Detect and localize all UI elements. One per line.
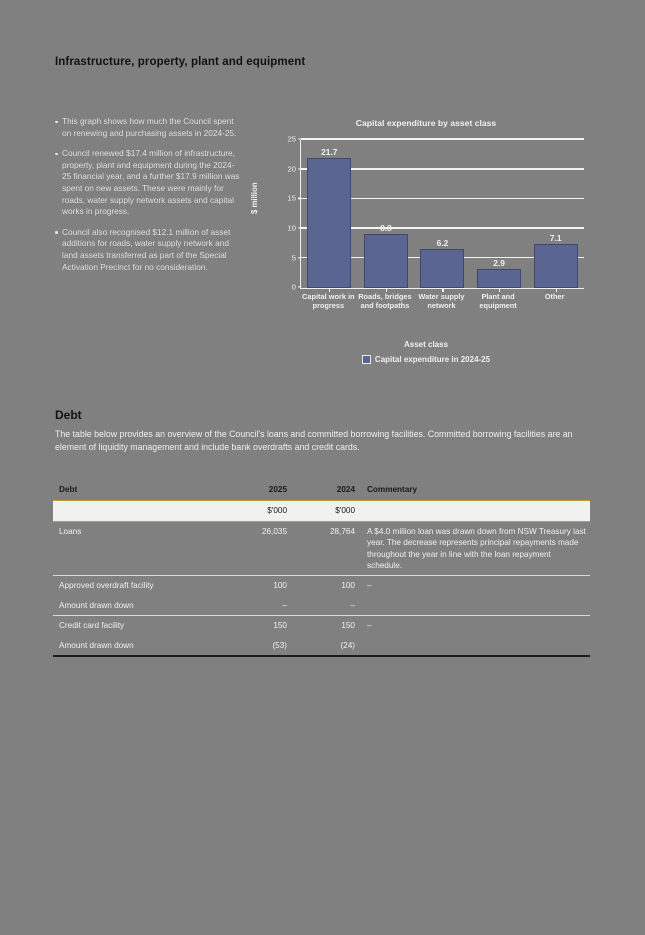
cell-label: Loans <box>59 526 82 536</box>
x-tick-mark <box>329 288 330 292</box>
x-tick-label: Capital work in progress <box>302 292 355 311</box>
y-tick-label: 15 <box>287 193 296 203</box>
x-tick-label: Other <box>544 292 565 301</box>
table-row <box>53 521 590 576</box>
x-tick-label: Plant and equipment <box>479 292 517 311</box>
chart-y-axis-label: $ million <box>250 182 259 214</box>
cell-2024: 150 <box>299 616 367 636</box>
debt-table <box>53 482 590 657</box>
cell-2025: 150 <box>231 616 299 636</box>
bar-water-supply-network[interactable] <box>420 238 464 288</box>
cell-units-commentary <box>367 501 590 521</box>
bar-value-label: 21.7 <box>321 146 338 157</box>
bar-value-label: 7.1 <box>549 232 562 243</box>
chart-plot-area <box>287 134 584 292</box>
legend-item-label: Capital expenditure in 2024-25 <box>374 355 491 364</box>
page-title-infrastructure: Infrastructure, property, plant and equipment <box>55 56 306 68</box>
debt-intro-paragraph: The table below provides an overview of the Council's loans and committed borrowing facilities. Committed borrowing facilities are an element of liquidity management and include bank overdrafts and credit cards. <box>55 429 573 452</box>
bar-slot <box>358 140 415 288</box>
bar-roads-bridges-footpaths[interactable] <box>364 222 408 288</box>
chart-legend <box>256 355 596 364</box>
x-tick-mark <box>556 288 557 292</box>
cell-2025: (53) <box>231 636 299 656</box>
bar-value-label: 8.8 <box>380 222 392 233</box>
chart-x-axis-label: Asset class <box>403 340 449 349</box>
list-item: Council also recognised $12.1 million of asset additions for roads, water supply network and land assets transferred as part of the Special Activation Precinct for no consideration. <box>55 227 241 273</box>
chart-title: Capital expenditure by asset class <box>355 118 497 128</box>
x-tick-label: Water supply network <box>418 292 465 311</box>
page-title-debt: Debt <box>55 408 82 422</box>
bar-value-label: 2.9 <box>493 257 505 268</box>
table-row-units <box>53 501 590 521</box>
bar-slot <box>471 140 528 288</box>
bar-slot <box>301 140 358 288</box>
bar-slot <box>414 140 471 288</box>
column-header-2024: 2024 <box>299 482 367 501</box>
cell-label: Amount drawn down <box>59 600 134 610</box>
column-header-debt: Debt <box>53 482 231 501</box>
cell-commentary <box>367 636 590 656</box>
cell-2024: (24) <box>299 636 367 656</box>
y-tick-label: 5 <box>291 253 296 263</box>
cell-label: Credit card facility <box>53 616 231 636</box>
cell-2024: 28,764 <box>329 526 355 536</box>
cell-2025: 26,035 <box>261 526 287 536</box>
bar-other[interactable] <box>534 232 578 288</box>
x-tick-label: Roads, bridges and footpaths <box>358 292 412 311</box>
cell-units-2025: $'000 <box>231 501 299 521</box>
table-body <box>53 501 590 656</box>
table-header-row <box>53 482 590 501</box>
cell-units-2024: $'000 <box>299 501 367 521</box>
table-row <box>53 616 590 636</box>
cell-2025: – <box>282 600 287 610</box>
capital-expenditure-chart <box>250 118 596 388</box>
chart-x-tick-labels <box>300 292 583 311</box>
x-tick-mark <box>386 288 387 292</box>
bar-plant-and-equipment[interactable] <box>477 257 521 288</box>
cell-commentary: A $4.0 million loan was drawn down from NSW Treasury last year. The decrease represents principal repayments made throughout the year in line with the loan repayment schedule. <box>367 526 586 571</box>
y-tick-label: 25 <box>287 134 296 144</box>
cell-label: Amount drawn down <box>53 636 231 656</box>
bar-capital-work-in-progress[interactable] <box>307 146 351 288</box>
y-tick-label: 10 <box>287 223 296 233</box>
column-header-commentary: Commentary <box>367 482 590 501</box>
cell-2025: 100 <box>231 576 299 596</box>
cell-units-label <box>53 501 231 521</box>
list-item: This graph shows how much the Council spent on renewing and purchasing assets in 2024-25. <box>55 116 241 139</box>
cell-2024: – <box>350 600 355 610</box>
x-tick-mark <box>442 288 443 292</box>
bar-value-label: 6.2 <box>436 238 449 249</box>
list-item: Council renewed $17.4 million of infrastructure, property, plant and equipment during the 2024-25 financial year, and a further $17.9 million was spent on new assets. These were mainly for roads, water supply network assets and capital works in progress. <box>55 148 241 218</box>
y-tick-label: 0 <box>291 282 296 292</box>
table-row <box>53 596 590 616</box>
chart-bars <box>301 140 584 288</box>
cell-commentary: – <box>367 576 590 596</box>
cell-2024: 100 <box>299 576 367 596</box>
infrastructure-bullet-list <box>55 116 241 282</box>
bar-slot <box>527 140 584 288</box>
column-header-2025: 2025 <box>231 482 299 501</box>
legend-swatch-icon <box>362 355 371 364</box>
cell-commentary <box>367 596 590 616</box>
y-tick-label: 20 <box>287 164 296 174</box>
table-row <box>53 636 590 656</box>
table-row <box>53 576 590 596</box>
x-tick-mark <box>499 288 500 292</box>
table-head <box>53 482 590 501</box>
cell-commentary: – <box>367 616 590 636</box>
cell-label: Approved overdraft facility <box>53 576 231 596</box>
